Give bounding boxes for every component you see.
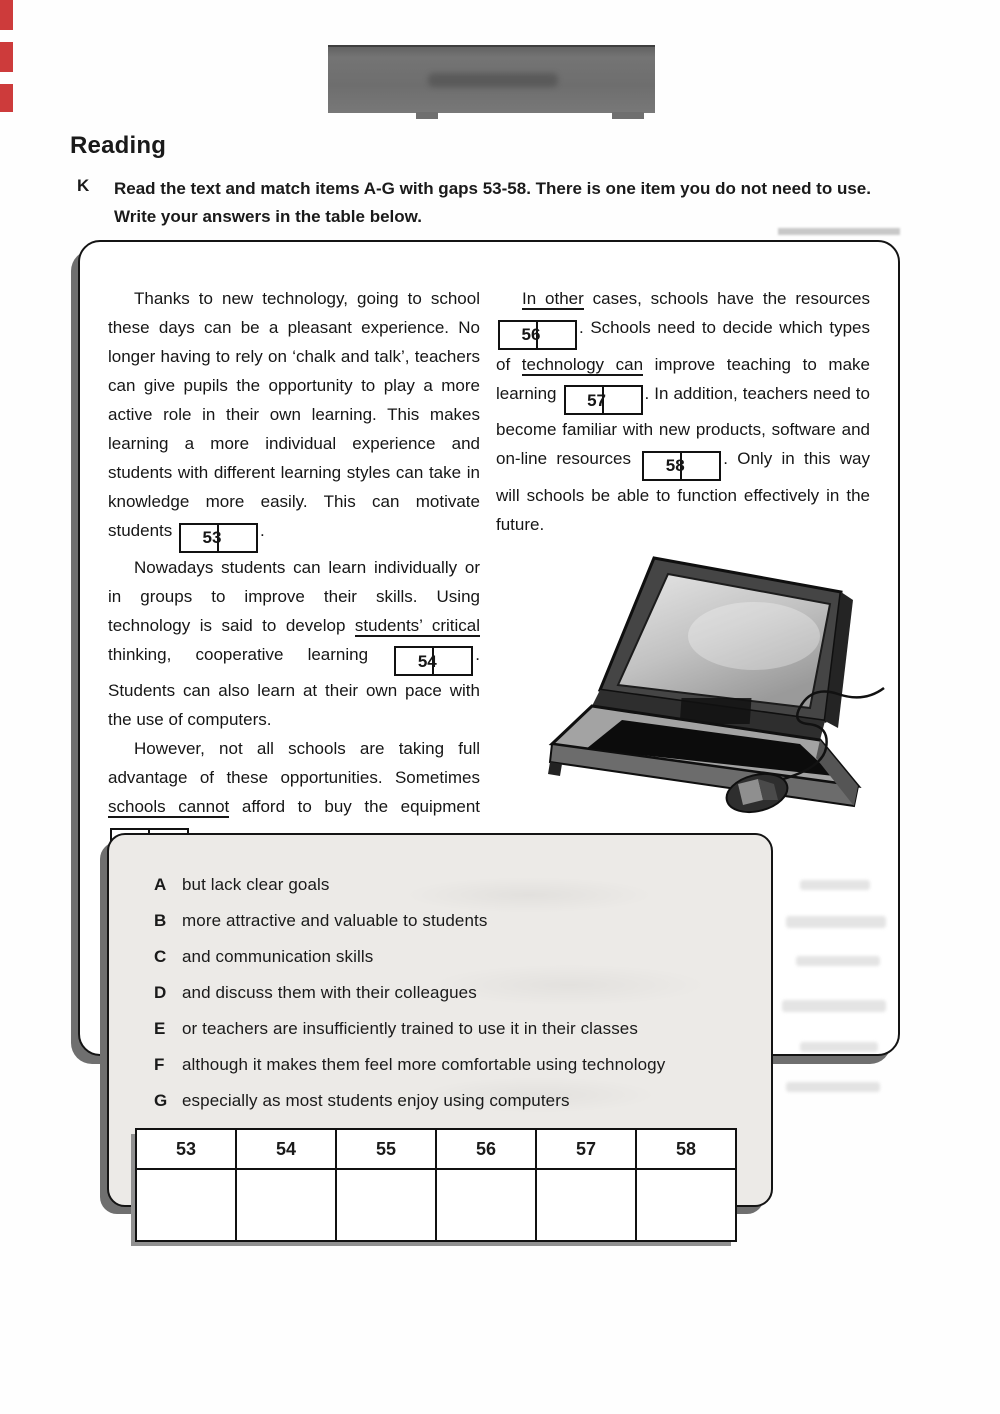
- option-letter: A: [154, 875, 167, 894]
- laptop-with-mouse-illustration: [542, 548, 907, 833]
- answer-cell-53[interactable]: [136, 1169, 236, 1241]
- scan-smudge: [796, 956, 880, 966]
- option-text: more attractive and valuable to students: [182, 911, 488, 930]
- option-letter: F: [154, 1055, 165, 1074]
- answers-header-row: [136, 1129, 736, 1169]
- paragraph-text: thinking, cooperative learning: [108, 644, 393, 664]
- option-text: and discuss them with their colleagues: [182, 983, 477, 1002]
- gap-box-58[interactable]: [642, 451, 721, 481]
- option-letter: C: [154, 947, 167, 966]
- paragraph-text: Nowadays students can learn individually or in groups to improve their skills. Using technology is said to develop: [108, 557, 480, 635]
- paragraph-text: . Students can also learn at their own pace with the use of computers.: [108, 644, 480, 729]
- gap-box-54[interactable]: [394, 646, 473, 676]
- answers-table: [135, 1128, 737, 1242]
- paragraph-text: improve teaching to make learning: [496, 354, 870, 403]
- gap-box-53[interactable]: [179, 523, 258, 553]
- paragraph-text: Thanks to new technology, going to school these days can be a pleasant experience. No longer having to rely on ‘chalk and talk’, teachers can give pupils the opportunity to play a more active role in their own learning. This makes learning a more individual experience and students with different learning styles can take in knowledge more easily. This can motivate students: [108, 289, 480, 540]
- gap-number: 58: [644, 453, 682, 479]
- scan-smudge: [786, 916, 886, 928]
- answer-header-56: 56: [436, 1129, 536, 1169]
- option-item-c: [154, 947, 771, 983]
- exercise-letter: K: [77, 176, 90, 195]
- banner-smudge: [428, 73, 558, 87]
- paragraph-text: However, not all schools are taking full advantage of these opportunities. Sometimes: [108, 739, 480, 787]
- banner-tab: [612, 112, 644, 119]
- option-item-d: [154, 983, 771, 1019]
- underlined-text: schools cannot: [108, 797, 230, 816]
- answer-cell-56[interactable]: [436, 1169, 536, 1241]
- gap-number: 53: [181, 525, 219, 551]
- section-title: Reading: [70, 132, 167, 159]
- redacted-header-banner: [328, 45, 655, 113]
- answer-header-58: 58: [636, 1129, 736, 1169]
- passage-column-right: [496, 284, 870, 539]
- paragraph-text: afford to buy the equipment: [229, 797, 481, 816]
- gap-number: 57: [566, 387, 604, 413]
- answer-header-55: 55: [336, 1129, 436, 1169]
- paragraph-text: .: [260, 521, 265, 540]
- scan-smudge: [800, 1042, 878, 1052]
- paragraph-text: . Only in this way will schools be able to function effectively in the future.: [496, 449, 870, 534]
- laptop-icon: [542, 548, 907, 833]
- option-text: but lack clear goals: [182, 875, 330, 894]
- underlined-text: In other: [522, 289, 584, 308]
- underlined-text: students’ critical: [354, 615, 480, 635]
- answer-cell-54[interactable]: [236, 1169, 336, 1241]
- gap-box-56[interactable]: [498, 320, 577, 350]
- answers-input-row: [136, 1169, 736, 1241]
- answer-cell-58[interactable]: [636, 1169, 736, 1241]
- paragraph-4: [496, 284, 870, 539]
- gap-answer-area[interactable]: [219, 525, 256, 551]
- option-text: or teachers are insufficiently trained to use it in their classes: [182, 1019, 638, 1038]
- instruction-line-2: Write your answers in the table below.: [114, 207, 422, 226]
- option-text: although it makes them feel more comfortable using technology: [182, 1055, 666, 1074]
- gap-answer-area[interactable]: [604, 387, 641, 413]
- gap-answer-area[interactable]: [682, 453, 719, 479]
- banner-tab: [416, 112, 438, 119]
- option-item-b: [154, 911, 771, 947]
- red-edge-mark: [0, 42, 13, 72]
- red-edge-mark: [0, 0, 13, 30]
- answer-header-54: 54: [236, 1129, 336, 1169]
- answer-header-53: 53: [136, 1129, 236, 1169]
- option-item-f: [154, 1055, 771, 1091]
- scan-smudge: [778, 228, 900, 235]
- option-letter: B: [154, 911, 167, 930]
- underlined-text: technology can: [521, 354, 644, 374]
- passage-column-left: [108, 284, 480, 858]
- option-item-e: [154, 1019, 771, 1055]
- option-text: and communication skills: [182, 947, 374, 966]
- gap-answer-area[interactable]: [434, 648, 471, 674]
- paragraph-text: cases, schools have the resources: [583, 289, 870, 308]
- paragraph-text: . In addition, teachers need to become familiar with new products, software and on-line resources: [496, 383, 870, 468]
- gap-answer-area[interactable]: [538, 322, 575, 348]
- gap-number: 56: [500, 322, 538, 348]
- option-letter: E: [154, 1019, 166, 1038]
- scan-smudge: [786, 1082, 880, 1092]
- red-edge-mark: [0, 84, 13, 112]
- option-item-g: [154, 1091, 771, 1127]
- gap-box-57[interactable]: [564, 385, 643, 415]
- scan-smudge: [782, 1000, 886, 1012]
- answer-cell-57[interactable]: [536, 1169, 636, 1241]
- option-text: especially as most students enjoy using computers: [182, 1091, 570, 1110]
- paragraph-text: . Schools need to decide which types of: [496, 318, 870, 374]
- option-letter: G: [154, 1091, 168, 1110]
- paragraph-2: [108, 553, 480, 735]
- answer-cell-55[interactable]: [336, 1169, 436, 1241]
- instruction-line-1: Read the text and match items A-G with gaps 53-58. There is one item you do not need to use.: [114, 179, 871, 198]
- paragraph-1: [108, 284, 480, 553]
- gap-number: 54: [396, 648, 434, 674]
- answer-header-57: 57: [536, 1129, 636, 1169]
- option-letter: D: [154, 983, 167, 1002]
- scan-smudge: [800, 880, 870, 890]
- option-item-a: [154, 875, 771, 911]
